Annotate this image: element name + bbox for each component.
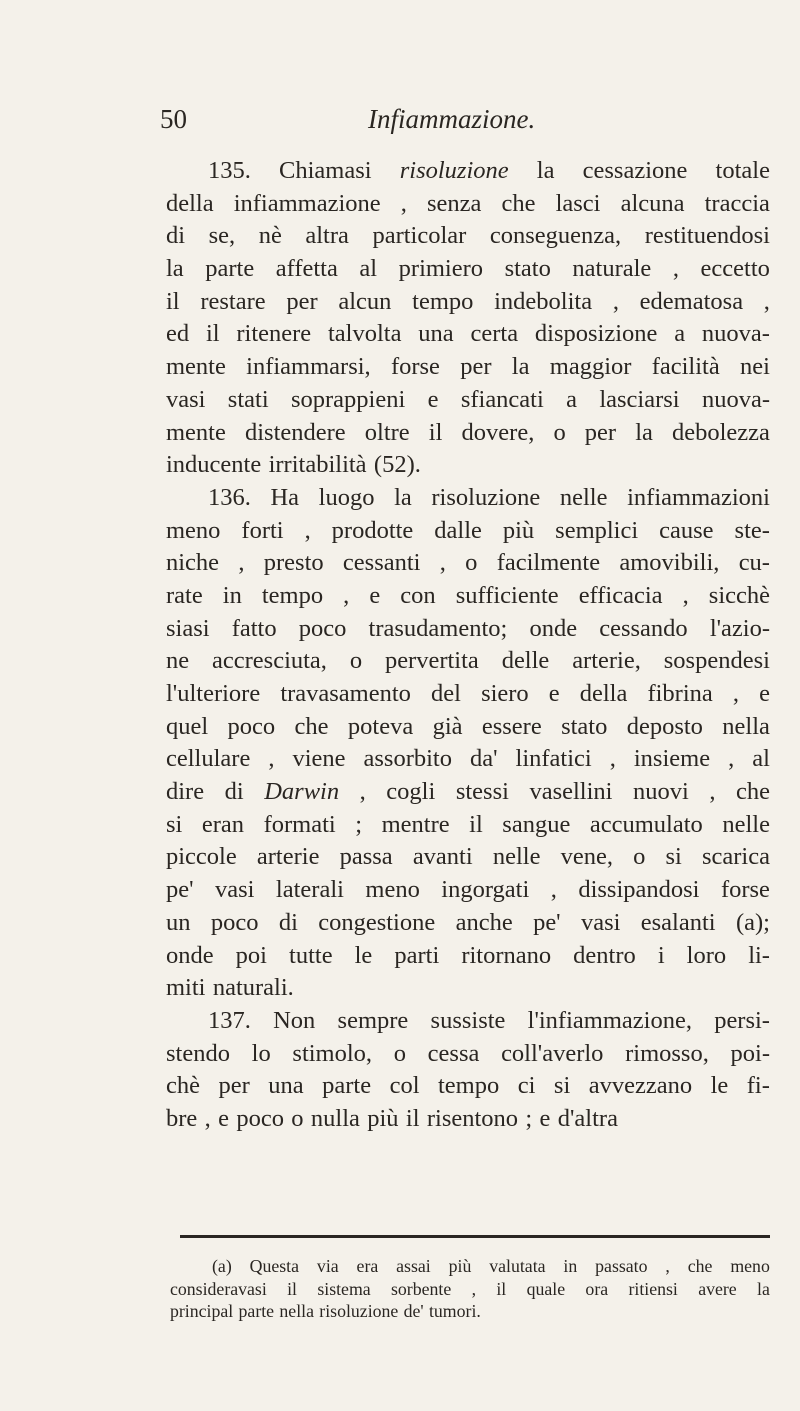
body-line: niche , presto cessanti , o facilmente amovibili, cu- — [166, 549, 770, 577]
body-line: ed il ritenere talvolta una certa disposizione a nuova- — [166, 320, 770, 348]
body-line: un poco di congestione anche pe' vasi esalanti (a); — [166, 908, 770, 936]
body-line: siasi fatto poco trasudamento; onde cessando l'azio- — [166, 614, 770, 642]
body-line: mente infiammarsi, forse per la maggior facilità nei — [166, 353, 770, 381]
body-line: bre , e poco o nulla più il risentono ; e d'altra — [166, 1104, 618, 1132]
body-line: mente distendere oltre il dovere, o per la debolezza — [166, 418, 770, 446]
body-line: 135. Chiamasi risoluzione la cessazione totale — [208, 157, 770, 184]
body-line: pe' vasi laterali meno ingorgati , dissipandosi forse — [166, 876, 770, 904]
body-line: ne accresciuta, o pervertita delle arterie, sospendesi — [166, 647, 770, 675]
footnote-line: consideravasi il sistema sorbente , il quale ora ritiensi avere la — [170, 1278, 770, 1299]
page-number: 50 — [160, 104, 187, 134]
footnote-rule — [180, 1235, 770, 1238]
footnote-line: principal parte nella risoluzione de' tumori. — [170, 1301, 481, 1321]
footnote-line: (a) Questa via era assai più valutata in passato , che meno — [212, 1256, 770, 1276]
body-line: inducente irritabilità (52). — [166, 451, 421, 479]
body-line: rate in tempo , e con sufficiente efficacia , sicchè — [166, 581, 770, 609]
body-line: piccole arterie passa avanti nelle vene, o si scarica — [166, 843, 770, 871]
body-line: il restare per alcun tempo indebolita , edematosa , — [166, 287, 770, 315]
body-line: si eran formati ; mentre il sangue accumulato nelle — [166, 810, 770, 838]
body-line: 137. Non sempre sussiste l'infiammazione, persi- — [208, 1006, 770, 1034]
body-line: miti naturali. — [166, 974, 294, 1002]
body-line: onde poi tutte le parti ritornano dentro i loro li- — [166, 941, 770, 969]
body-line: stendo lo stimolo, o cessa coll'averlo rimosso, poi- — [166, 1039, 770, 1067]
body-line: 136. Ha luogo la risoluzione nelle infiammazioni — [208, 483, 770, 511]
body-line: dire di Darwin , cogli stessi vasellini nuovi , che — [166, 778, 770, 806]
running-title: Infiammazione. — [368, 104, 536, 134]
body-line: meno forti , prodotte dalle più semplici cause ste- — [166, 516, 770, 544]
body-line: di se, nè altra particolar conseguenza, restituendosi — [166, 222, 770, 250]
footnote — [170, 1255, 770, 1323]
body-line: della infiammazione , senza che lasci alcuna traccia — [166, 189, 770, 217]
page-header — [160, 104, 760, 144]
body-line: cellulare , viene assorbito da' linfatici , insieme , al — [166, 745, 770, 773]
body-line: quel poco che poteva già essere stato deposto nella — [166, 712, 770, 740]
body-line: chè per una parte col tempo ci si avvezzano le fi- — [166, 1072, 770, 1100]
body-line: vasi stati soprappieni e sfiancati a lasciarsi nuova- — [166, 385, 770, 413]
body-line: la parte affetta al primiero stato naturale , eccetto — [166, 255, 770, 283]
body-line: l'ulteriore travasamento del siero e della fibrina , e — [166, 680, 770, 707]
body-text — [166, 155, 770, 1136]
